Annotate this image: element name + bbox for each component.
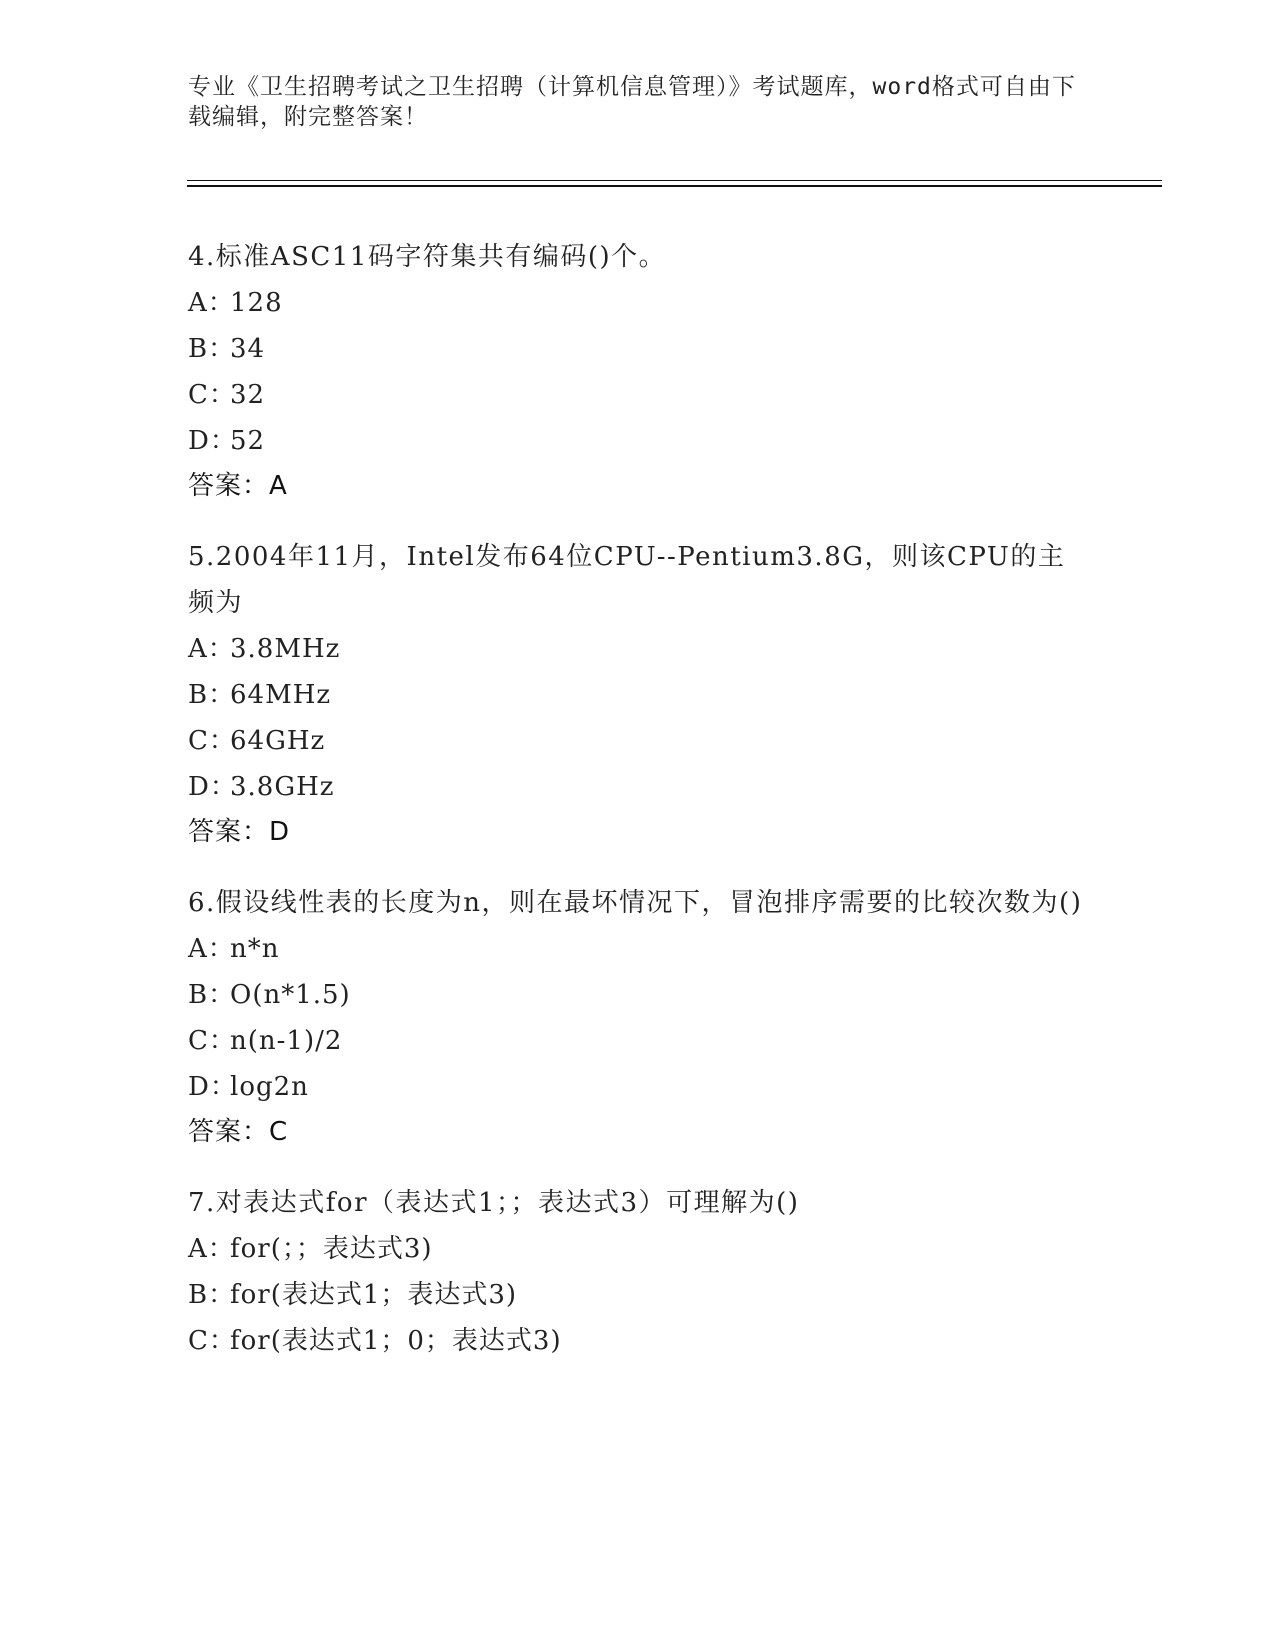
- question-list: [188, 234, 1088, 1390]
- option-b: [188, 326, 1088, 372]
- option-a: [188, 1226, 1088, 1272]
- question-stem: 6.假设线性表的长度为n，则在最坏情况下，冒泡排序需要的比较次数为(): [188, 888, 1083, 918]
- question-stem: 5.2004年11月，Intel发布64位CPU--Pentium3.8G，则该CPU的主频为: [188, 542, 1066, 618]
- option-key: C：: [188, 726, 236, 756]
- header-divider-thick: [187, 185, 1162, 187]
- option-d: [188, 764, 1088, 810]
- option-a: [188, 626, 1088, 672]
- option-text: 52: [230, 426, 266, 456]
- option-key: B：: [188, 334, 236, 364]
- option-b: [188, 1272, 1088, 1318]
- option-text: 34: [230, 334, 266, 364]
- question-5: [188, 534, 1088, 854]
- option-key: C：: [188, 1026, 236, 1056]
- option-text: 3.8MHz: [230, 634, 341, 664]
- option-key: A：: [188, 634, 235, 664]
- option-text: log2n: [230, 1072, 309, 1102]
- option-c: [188, 1018, 1088, 1064]
- option-key: C：: [188, 380, 236, 410]
- option-a: [188, 926, 1088, 972]
- question-7: [188, 1180, 1088, 1364]
- answer-line: 答案：C: [188, 1117, 289, 1147]
- option-d: [188, 1064, 1088, 1110]
- option-key: C：: [188, 1326, 236, 1356]
- option-key: D：: [188, 772, 237, 802]
- question-stem: 4.标准ASC11码字符集共有编码()个。: [188, 242, 667, 272]
- option-text: n*n: [230, 934, 280, 964]
- option-c: [188, 1318, 1088, 1364]
- header-divider-thin: [187, 180, 1162, 181]
- option-key: B：: [188, 980, 236, 1010]
- option-text: 128: [230, 288, 283, 318]
- option-text: 32: [230, 380, 266, 410]
- answer-line: 答案：A: [188, 471, 288, 501]
- answer-line: 答案：D: [188, 817, 291, 847]
- question-stem: 7.对表达式for（表达式1；；表达式3）可理解为(): [188, 1188, 800, 1218]
- option-b: [188, 672, 1088, 718]
- option-text: 64MHz: [230, 680, 332, 710]
- option-a: [188, 280, 1088, 326]
- option-text: 3.8GHz: [230, 772, 335, 802]
- option-text: 64GHz: [230, 726, 326, 756]
- option-b: [188, 972, 1088, 1018]
- question-4: [188, 234, 1088, 508]
- option-key: A：: [188, 1234, 235, 1264]
- option-text: for(表达式1；表达式3): [230, 1280, 518, 1310]
- option-text: O(n*1.5): [230, 980, 351, 1010]
- question-6: [188, 880, 1088, 1154]
- option-c: [188, 718, 1088, 764]
- option-key: B：: [188, 680, 236, 710]
- option-key: D：: [188, 1072, 237, 1102]
- option-c: [188, 372, 1088, 418]
- option-key: A：: [188, 288, 235, 318]
- option-text: n(n-1)/2: [230, 1026, 343, 1056]
- option-d: [188, 418, 1088, 464]
- option-text: for(表达式1；0；表达式3): [230, 1326, 562, 1356]
- document-header: 专业《卫生招聘考试之卫生招聘（计算机信息管理）》考试题库，word格式可自由下载编辑，附完整答案！: [188, 74, 1076, 130]
- option-text: for(；；表达式3): [230, 1234, 433, 1264]
- option-key: D：: [188, 426, 237, 456]
- option-key: A：: [188, 934, 235, 964]
- option-key: B：: [188, 1280, 236, 1310]
